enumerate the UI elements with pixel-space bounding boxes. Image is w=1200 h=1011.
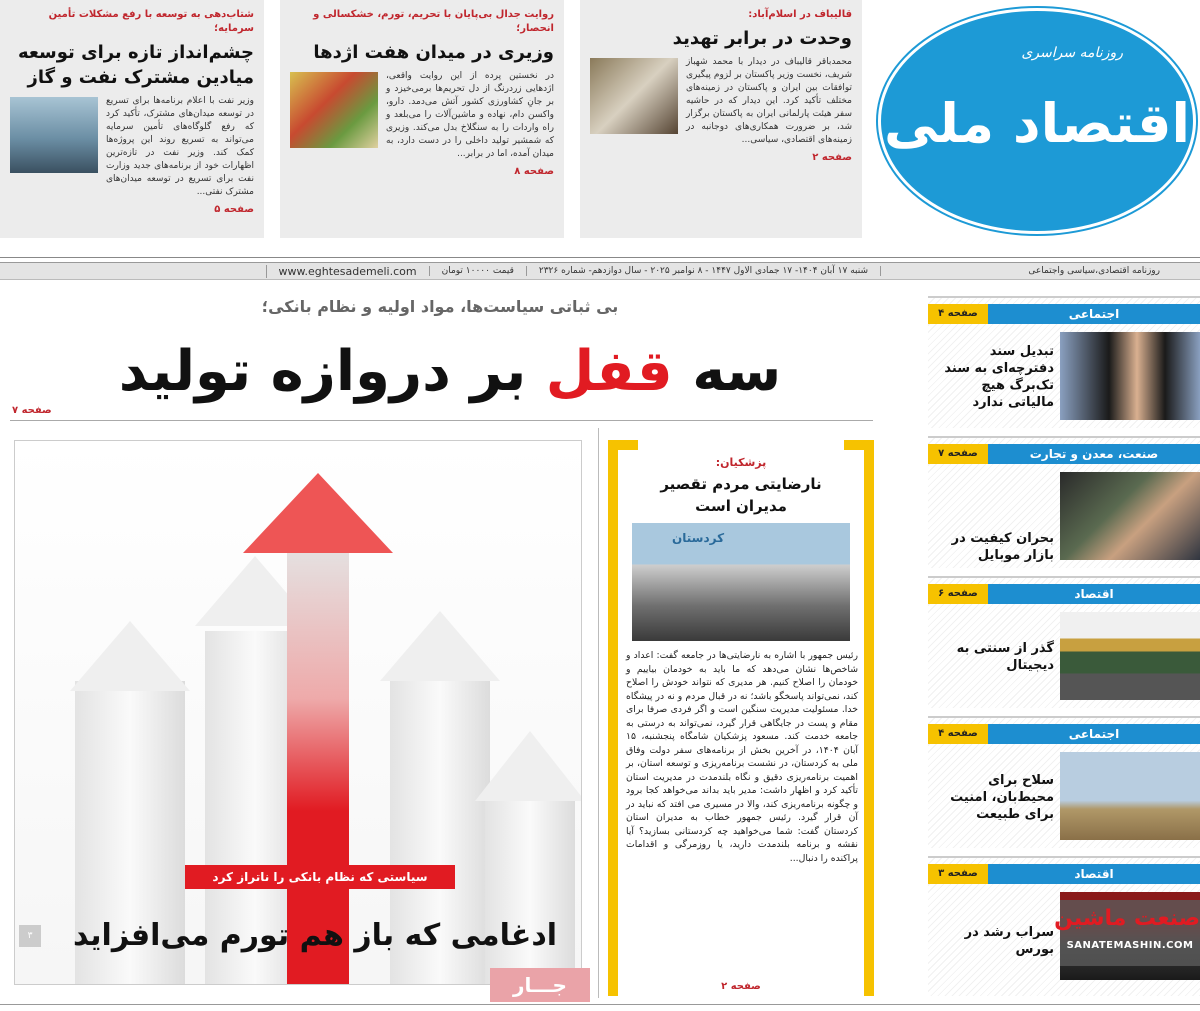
watermark-name: صنعت ماشین xyxy=(1054,906,1200,931)
story-page[interactable]: صفحه ۸ xyxy=(514,166,554,177)
watermark xyxy=(1054,900,1200,966)
headline-red: قفل xyxy=(545,339,673,404)
story-headline: چشم‌انداز تازه برای توسعه میادین مشترک نفت و گاز xyxy=(17,42,254,88)
boxed-page[interactable]: صفحه ۲ xyxy=(721,981,761,992)
section-label: اجتماعی xyxy=(928,304,1200,324)
section-label: صنعت، معدن و تجارت xyxy=(928,444,1200,464)
story-body: محمدباقر قالیباف در دیدار با محمد شهباز شریف، نخست وزیر پاکستان بر لزوم پیگیری توافقات بین ایران و پاکستان در زمینه‌های مختلف تأکید کرد. این دیدار که در حاشیه سفر هیئت پارلمانی ایران به پاکستان برگزار شد، بر ضرورت همکاری‌های دوجانبه در زمینه‌های اقتصادی، سیاسی... xyxy=(686,57,852,145)
story-headline: گذر از سنتی به دیجیتال xyxy=(956,641,1054,673)
story-headline: بحران کیفیت در بازار موبایل xyxy=(951,531,1054,563)
issue-date: شنبه ۱۷ آبان ۱۴۰۴- ۱۷ جمادی الاول ۱۴۴۷ - ۸ نوامبر ۲۰۲۵ - سال دوازدهم- شماره ۲۳۲۶ xyxy=(526,266,880,276)
main-kicker: بی ثباتی سیاست‌ها، مواد اولیه و نظام بانکی؛ xyxy=(261,297,619,316)
main-headline[interactable] xyxy=(40,334,860,410)
section-label: اجتماعی xyxy=(928,724,1200,744)
watermark-url: SANATEMASHIN.COM xyxy=(1066,940,1194,951)
top-story-unity[interactable] xyxy=(580,0,862,238)
boxed-body: رئیس جمهور با اشاره به نارضایتی‌ها در جامعه گفت: اعداد و شاخص‌ها نشان می‌دهد که ما باید به خودمان بیاییم و خودمان را اصلاح کنیم. هر مدیری که نتواند خودش را اصلاح کند، نمی‌تواند پاسخگو باشد؛ نه در قبال مردم و نه در پیشگاه خدا. مسئولیت مدیریت سنگین است و اگر فردی صرفا برای مقام و پست در جایگاهی قرار گیرد، نمی‌تواند به درستی به جامعه خدمت کند. مسعود پزشکیان شامگاه پنجشنبه، ۱۵ آبان ۱۴۰۴، در آخرین بخش از برنامه‌های سفر دولت وفاق ملی به کردستان، در نشست برنامه‌ریزی و توسعه استان، بر اهمیت برنامه‌ریزی دقیق و نگاه بلندمدت در مدیریت استان تأکید کرد و اظهار داشت: مدیر باید بداند می‌خواهد کجا برود و چگونه برنامه‌ریزی کند، والا در مسیری می افتد که نباید در آن قرار گیرد. رئیس جمهور خطاب به مدیران استان کردستان گفت: شما می‌خواهید چه کردستانی بسازید؟ آیا نقشه و برنامه بلندمدت دارید، یا روزمرگی و اقدامات پراکنده را دنبال... xyxy=(626,650,858,864)
story-page[interactable]: صفحه ۵ xyxy=(214,204,254,215)
boxed-headline: نارضایتی مردم تقصیر مدیران است xyxy=(660,475,822,515)
gray-arrowhead-icon xyxy=(380,611,500,681)
story-headline: سلاح برای محیط‌بان، امنیت برای طبیعت xyxy=(950,772,1054,822)
photo-sign: کردستان xyxy=(672,531,725,545)
pezeshkian-story[interactable] xyxy=(608,440,874,996)
story-body: وزیر نفت با اعلام برنامه‌ها برای تسریع در توسعه میدان‌های مشترک، تأکید کرد که رفع گلوگاه‌های تأمین سرمایه می‌تواند به تسریع روند این پروژه‌ها کمک کند. وزیر نفت در تازه‌ترین اظهارات خود از برنامه‌های جدید وزارت نفت برای تسریع در توسعه میدان‌های مشترک نفتی... xyxy=(106,96,254,197)
section-label: اقتصاد xyxy=(928,864,1200,884)
boxed-photo xyxy=(632,523,850,641)
website-link[interactable]: www.eghtesademeli.com xyxy=(266,265,429,278)
section-page[interactable]: صفحه ۴ xyxy=(928,724,988,744)
sidebar-story-4[interactable] xyxy=(928,716,1200,848)
paper-type: روزنامه اقتصادی،سیاسی واجتماعی xyxy=(880,266,1200,276)
section-label: اقتصاد xyxy=(928,584,1200,604)
story-photo xyxy=(590,58,678,134)
top-story-agriculture[interactable] xyxy=(280,0,564,238)
main-page[interactable]: صفحه ۷ xyxy=(12,405,52,416)
section-page[interactable]: صفحه ۶ xyxy=(928,584,988,604)
hero-image[interactable] xyxy=(14,440,582,985)
red-arrowhead-icon xyxy=(243,473,393,553)
story-headline: تبدیل سند دفترچه‌ای به سند تک‌برگ هیچ مالیاتی ندارد xyxy=(944,344,1054,410)
headline-part: بر دروازه تولید xyxy=(118,339,546,404)
story-page[interactable]: صفحه ۲ xyxy=(812,152,852,163)
section-page[interactable]: صفحه ۳ xyxy=(928,864,988,884)
gray-arrowhead-icon xyxy=(70,621,190,691)
story-photo xyxy=(290,72,378,148)
info-bar xyxy=(0,262,1200,280)
sidebar-story-1[interactable] xyxy=(928,296,1200,428)
story-headline: وزیری در میدان هفت اژدها xyxy=(313,42,554,63)
price: قیمت ۱۰۰۰۰ تومان xyxy=(429,266,526,276)
hero-label: سیاستی که نظام بانکی را ناتراز کرد xyxy=(185,865,455,889)
sidebar-story-3[interactable] xyxy=(928,576,1200,708)
story-photo xyxy=(10,97,98,173)
logo-name: اقتصاد ملی xyxy=(883,92,1191,155)
story-photo xyxy=(1060,752,1200,840)
story-body: در نخستین پرده از این روایت واقعی، اژدهایی زردرنگ از دل تحریم‌ها برمی‌خیزد و بر جانِ کشاورزی کشور آتش می‌دمد. دارو، واکسن دام، نهاده و ماشین‌آلات را می‌بلعد و راه واردات را به سنگلاخ بدل می‌کند. وزیری که شمشیر تولید داخلی را در دست دارد، به میدان آمده، اما در برابر... xyxy=(386,71,554,159)
sidebar-story-2[interactable] xyxy=(928,436,1200,568)
hero-headline[interactable]: ادغامی که باز هم تورم می‌افزاید xyxy=(72,918,558,953)
section-page[interactable]: صفحه ۷ xyxy=(928,444,988,464)
footer-logo: جـــار xyxy=(490,968,590,1002)
story-headline: سراب رشد در بورس xyxy=(964,925,1054,957)
hero-page-badge: ۳ xyxy=(19,925,41,947)
headline-part: سه xyxy=(672,339,782,404)
story-kicker: روایت جدال بی‌پایان با تحریم، تورم، خشکسالی و انحصار؛ xyxy=(313,9,554,34)
story-kicker: شتاب‌دهی به توسعه با رفع مشکلات تأمین سرمایه؛ xyxy=(48,9,254,34)
logo-tagline: روزنامه سراسری xyxy=(1021,45,1123,61)
story-headline: وحدت در برابر تهدید xyxy=(672,28,852,49)
newspaper-logo[interactable] xyxy=(878,8,1196,234)
story-photo xyxy=(1060,472,1200,560)
story-kicker: قالیباف در اسلام‌آباد: xyxy=(748,9,852,20)
top-story-oil-gas[interactable] xyxy=(0,0,264,238)
story-photo xyxy=(1060,612,1200,700)
gray-arrowhead-icon xyxy=(475,731,582,801)
boxed-kicker: پزشکیان: xyxy=(715,456,767,469)
section-page[interactable]: صفحه ۴ xyxy=(928,304,988,324)
story-photo xyxy=(1060,332,1200,420)
